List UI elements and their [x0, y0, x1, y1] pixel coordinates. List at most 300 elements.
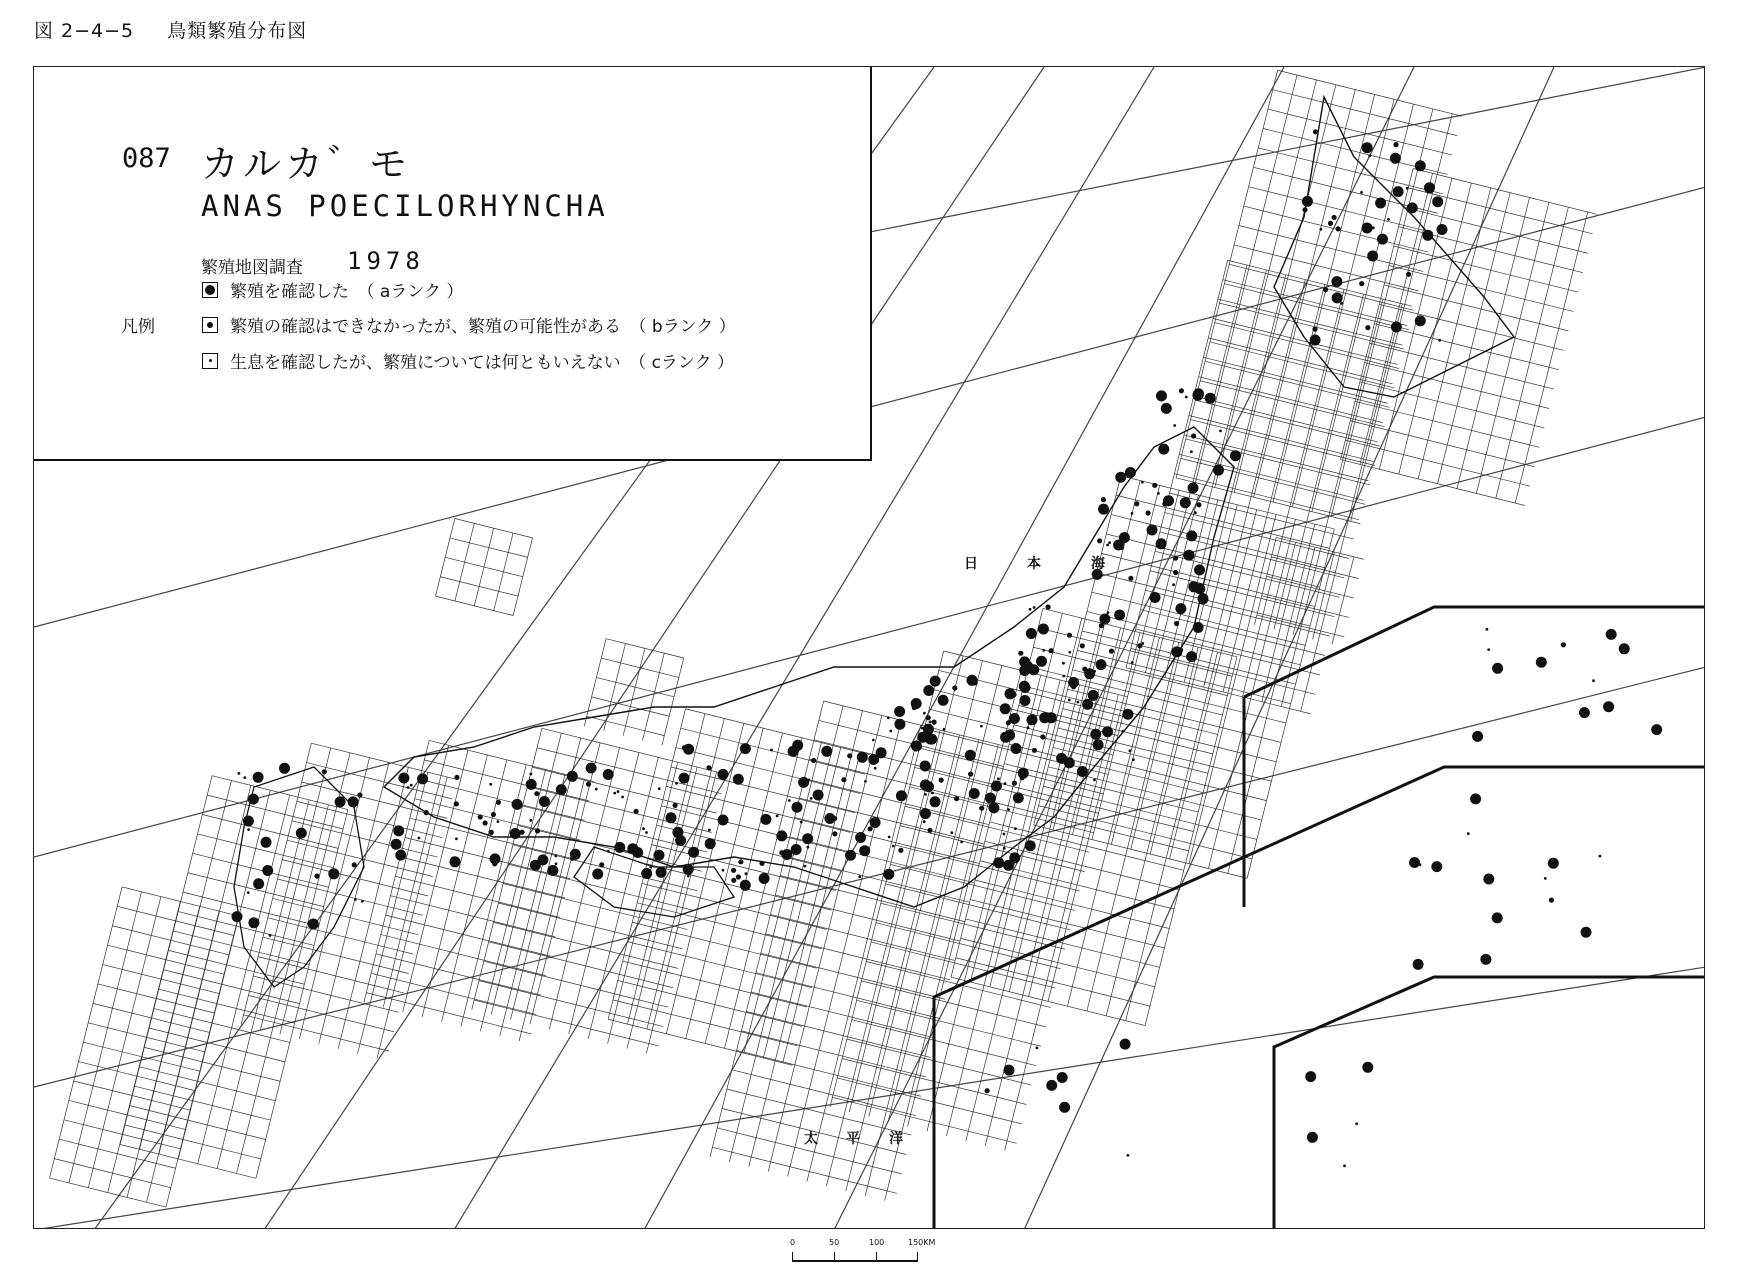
occurrence-dot-379 — [269, 934, 272, 937]
occurrence-dot-229 — [832, 831, 837, 836]
occurrence-dot-217 — [898, 848, 903, 853]
occurrence-dot-357 — [489, 830, 494, 835]
occurrence-dot-307 — [529, 819, 532, 822]
occurrence-dot-72 — [1180, 497, 1191, 508]
occurrence-dot-338 — [407, 786, 410, 789]
occurrence-dot-300 — [654, 850, 665, 861]
occurrence-dot-334 — [483, 820, 488, 825]
occurrence-dot-303 — [547, 865, 558, 876]
occurrence-dot-69 — [1134, 501, 1139, 506]
occurrence-dot-416 — [1057, 1072, 1068, 1083]
occurrence-dot-415 — [1036, 1047, 1039, 1050]
occurrence-dot-332 — [617, 790, 620, 793]
occurrence-dot-279 — [808, 779, 811, 782]
occurrence-dot-105 — [1049, 648, 1054, 653]
occurrence-dot-10 — [1393, 186, 1404, 197]
occurrence-dot-228 — [872, 739, 875, 742]
occurrence-dot-20 — [1432, 196, 1443, 207]
occurrence-dot-306 — [642, 827, 645, 830]
occurrence-dot-55 — [1196, 502, 1201, 507]
occurrence-dot-193 — [993, 857, 1004, 868]
occurrence-dot-86 — [1098, 504, 1109, 515]
occurrence-dot-267 — [788, 799, 791, 802]
occurrence-dot-172 — [980, 725, 983, 728]
occurrence-dot-293 — [554, 855, 557, 858]
legend-item-rank-c — [202, 348, 734, 373]
occurrence-dot-57 — [1190, 450, 1193, 453]
occurrence-dot-253 — [718, 815, 729, 826]
occurrence-dot-88 — [1119, 532, 1130, 543]
occurrence-dot-185 — [969, 788, 980, 799]
occurrence-dot-44 — [1205, 393, 1216, 404]
occurrence-dot-125 — [1062, 662, 1065, 665]
occurrence-dot-395 — [1549, 898, 1554, 903]
occurrence-dot-188 — [985, 793, 996, 804]
occurrence-dot-405 — [1470, 793, 1481, 804]
occurrence-dot-294 — [656, 867, 667, 878]
occurrence-dot-219 — [923, 820, 926, 823]
occurrence-dot-349 — [424, 810, 429, 815]
legend-text-rank-c: 生息を確認したが、繁殖については何ともいえない （ cランク ） — [230, 353, 734, 373]
occurrence-dot-73 — [1137, 643, 1142, 648]
occurrence-dot-406 — [1483, 874, 1494, 885]
occurrence-dot-128 — [1068, 651, 1071, 654]
occurrence-dot-13 — [1407, 202, 1418, 213]
occurrence-dot-208 — [847, 753, 852, 758]
occurrence-dot-317 — [634, 809, 639, 814]
occurrence-dot-160 — [1027, 726, 1030, 729]
occurrence-dot-316 — [658, 787, 661, 790]
occurrence-dot-312 — [613, 792, 616, 795]
occurrence-dot-31 — [1364, 146, 1367, 149]
occurrence-dot-370 — [238, 772, 241, 775]
occurrence-dot-170 — [1000, 703, 1011, 714]
occurrence-dot-4 — [1393, 142, 1398, 147]
occurrence-dot-290 — [683, 744, 694, 755]
occurrence-dot-255 — [718, 769, 729, 780]
occurrence-dot-236 — [925, 734, 936, 745]
occurrence-dot-327 — [539, 796, 550, 807]
occurrence-dot-80 — [1107, 611, 1110, 614]
occurrence-dot-95 — [1173, 570, 1178, 575]
occurrence-dot-333 — [449, 856, 460, 867]
occurrence-dot-207 — [923, 685, 934, 696]
occurrence-dot-254 — [683, 864, 694, 875]
occurrence-dot-358 — [352, 862, 357, 867]
scale-tick-100: 100 — [869, 1238, 885, 1247]
occurrence-dot-173 — [1003, 833, 1006, 836]
occurrence-dot-66 — [1163, 495, 1174, 506]
occurrence-dot-276 — [736, 874, 741, 879]
occurrence-dot-225 — [892, 845, 895, 848]
occurrence-dot-46 — [1152, 483, 1157, 488]
occurrence-dot-352 — [489, 783, 492, 786]
occurrence-dot-36 — [1391, 322, 1402, 333]
occurrence-dot-123 — [1026, 628, 1037, 639]
occurrence-dot-138 — [1011, 743, 1022, 754]
occurrence-dot-401 — [1413, 959, 1424, 970]
occurrence-dot-127 — [1093, 670, 1096, 673]
occurrence-dot-361 — [247, 891, 250, 894]
occurrence-dot-74 — [1101, 497, 1106, 502]
species-number: 087 — [122, 143, 171, 174]
occurrence-dot-335 — [491, 812, 496, 817]
occurrence-dot-258 — [706, 765, 711, 770]
legend-item-rank-b — [202, 312, 736, 337]
mesh-grid-block-11 — [120, 776, 348, 1179]
occurrence-dot-23 — [1332, 292, 1343, 303]
occurrence-dot-311 — [555, 862, 558, 865]
occurrence-dot-249 — [931, 792, 934, 795]
mesh-grid-block-0 — [1176, 70, 1462, 523]
occurrence-dot-365 — [328, 868, 339, 879]
occurrence-dot-60 — [1141, 481, 1144, 484]
occurrence-dot-252 — [888, 836, 891, 839]
survey-year: 1978 — [347, 247, 425, 275]
occurrence-dot-248 — [855, 832, 866, 843]
distribution-map — [33, 66, 1705, 1229]
occurrence-dot-266 — [687, 875, 690, 878]
species-name-kana: カルカ゛モ — [201, 142, 412, 186]
occurrence-dot-184 — [1009, 852, 1020, 863]
occurrence-dot-203 — [912, 705, 917, 710]
occurrence-dot-167 — [943, 728, 946, 731]
occurrence-dot-400 — [1581, 927, 1592, 938]
occurrence-dot-397 — [1548, 858, 1559, 869]
occurrence-dot-245 — [824, 813, 835, 824]
occurrence-dot-212 — [929, 721, 932, 724]
occurrence-dot-171 — [997, 777, 1000, 780]
occurrence-dot-374 — [247, 828, 250, 831]
legend-text-rank-b: 繁殖の確認はできなかったが、繁殖の可能性がある （ bランク ） — [230, 317, 736, 337]
graticule-line-10 — [1024, 67, 1554, 1229]
occurrence-dot-100 — [1186, 530, 1197, 541]
occurrence-dot-281 — [740, 743, 751, 754]
occurrence-dot-354 — [393, 825, 404, 836]
occurrence-dot-392 — [1536, 657, 1547, 668]
occurrence-dot-410 — [985, 1088, 990, 1093]
occurrence-dot-164 — [1025, 840, 1036, 851]
occurrence-dot-202 — [927, 828, 932, 833]
occurrence-dot-206 — [1000, 732, 1011, 743]
occurrence-dot-298 — [567, 771, 578, 782]
occurrence-dot-114 — [1077, 766, 1088, 777]
occurrence-dot-297 — [599, 862, 604, 867]
occurrence-dot-48 — [1213, 465, 1224, 476]
occurrence-dot-106 — [1080, 643, 1085, 648]
occurrence-dot-420 — [1305, 1071, 1316, 1082]
occurrence-dot-310 — [534, 791, 539, 796]
occurrence-dot-38 — [1313, 129, 1318, 134]
occurrence-dot-234 — [858, 875, 861, 878]
occurrence-dot-24 — [1340, 302, 1343, 305]
occurrence-dot-421 — [1343, 1164, 1346, 1167]
scale-tick-50: 50 — [829, 1238, 840, 1247]
occurrence-dot-360 — [253, 878, 264, 889]
occurrence-dot-385 — [1619, 643, 1630, 654]
occurrence-dot-287 — [731, 878, 736, 883]
occurrence-dot-313 — [614, 842, 625, 853]
occurrence-dot-136 — [1096, 659, 1107, 670]
mesh-grid-block-13 — [436, 519, 533, 616]
figure-number: 図 2−4−5 — [34, 20, 135, 42]
occurrence-dot-222 — [874, 767, 877, 770]
rank-c-symbol-icon — [202, 353, 218, 369]
occurrence-dot-289 — [804, 780, 807, 783]
occurrence-dot-263 — [705, 838, 716, 849]
occurrence-dot-256 — [745, 872, 748, 875]
occurrence-dot-322 — [603, 769, 614, 780]
occurrence-dot-117 — [1122, 709, 1133, 720]
figure-title: 鳥類繁殖分布図 — [167, 20, 308, 42]
legend-text-rank-a: 繁殖を確認した （ aランク ） — [230, 282, 464, 302]
occurrence-dot-194 — [924, 793, 927, 796]
occurrence-dot-52 — [1191, 433, 1196, 438]
rank-a-symbol-icon — [202, 282, 218, 298]
occurrence-dot-318 — [570, 856, 575, 861]
mesh-grid-block-12 — [49, 887, 238, 1207]
occurrence-dot-168 — [1023, 662, 1034, 673]
occurrence-dot-412 — [1120, 1039, 1131, 1050]
occurrence-dot-411 — [1059, 1102, 1070, 1113]
occurrence-dot-231 — [845, 850, 856, 861]
occurrence-dot-30 — [1302, 207, 1307, 212]
occurrence-dot-12 — [1375, 198, 1386, 209]
occurrence-dot-187 — [967, 675, 978, 686]
occurrence-dot-371 — [296, 828, 307, 839]
occurrence-dot-67 — [1147, 525, 1158, 536]
occurrence-dot-418 — [1307, 1132, 1318, 1143]
pacific-label-1: 太 — [804, 1131, 819, 1147]
occurrence-dot-409 — [1004, 1065, 1015, 1076]
occurrence-dot-201 — [920, 808, 931, 819]
occurrence-dot-132 — [1102, 726, 1113, 737]
legend-item-rank-a — [202, 277, 463, 302]
occurrence-dot-367 — [348, 796, 359, 807]
occurrence-dot-134 — [1099, 614, 1110, 625]
occurrence-dot-196 — [1006, 720, 1011, 725]
occurrence-dot-120 — [1018, 651, 1023, 656]
occurrence-dot-104 — [1067, 633, 1072, 638]
occurrence-dot-214 — [870, 817, 881, 828]
occurrence-dot-396 — [1480, 954, 1491, 965]
occurrence-dot-163 — [1004, 782, 1007, 785]
occurrence-dot-285 — [800, 821, 803, 824]
occurrence-dot-377 — [253, 772, 264, 783]
graticule-line-4 — [34, 967, 1705, 1229]
occurrence-dot-78 — [1188, 483, 1199, 494]
occurrence-dot-280 — [679, 773, 690, 784]
survey-label: 繁殖地図調査 — [201, 258, 303, 278]
occurrence-dot-126 — [1068, 699, 1071, 702]
occurrence-dot-372 — [261, 837, 272, 848]
occurrence-dot-16 — [1387, 218, 1390, 221]
occurrence-dot-417 — [1362, 1062, 1373, 1073]
occurrence-dot-119 — [1038, 624, 1049, 635]
occurrence-dot-388 — [1561, 642, 1566, 647]
occurrence-dot-213 — [798, 777, 809, 788]
occurrence-dot-241 — [857, 752, 868, 763]
occurrence-dot-325 — [592, 869, 603, 880]
scale-bar — [790, 1238, 950, 1278]
occurrence-dot-250 — [921, 727, 924, 730]
occurrence-dot-1 — [1336, 226, 1341, 231]
occurrence-dot-35 — [1323, 287, 1328, 292]
occurrence-dot-344 — [454, 775, 459, 780]
occurrence-dot-384 — [1651, 724, 1662, 735]
inset-border-ogasawara — [1274, 977, 1705, 1229]
occurrence-dot-0 — [1367, 251, 1378, 262]
occurrence-dot-147 — [1019, 695, 1030, 706]
occurrence-dot-158 — [920, 761, 931, 772]
inset-border-kuril — [1244, 607, 1705, 697]
occurrence-dot-288 — [788, 746, 799, 757]
occurrence-dot-329 — [595, 788, 598, 791]
rank-b-symbol-icon — [202, 317, 218, 333]
occurrence-dot-85 — [1193, 622, 1204, 633]
occurrence-dot-76 — [1125, 467, 1136, 478]
legend-heading: 凡例 — [121, 317, 155, 337]
occurrence-dot-97 — [1108, 541, 1111, 544]
occurrence-dot-224 — [811, 758, 816, 763]
occurrence-dot-364 — [232, 911, 243, 922]
occurrence-dot-251 — [887, 716, 890, 719]
occurrence-dot-9 — [1328, 221, 1333, 226]
occurrence-dot-169 — [950, 831, 953, 834]
occurrence-dot-199 — [1014, 827, 1017, 830]
occurrence-dot-205 — [1020, 775, 1025, 780]
occurrence-dot-195 — [1027, 714, 1038, 725]
occurrence-dot-257 — [673, 803, 678, 808]
occurrence-dot-273 — [804, 865, 807, 868]
occurrence-dot-17 — [1390, 153, 1401, 164]
occurrence-dot-337 — [395, 850, 406, 861]
occurrence-dot-247 — [923, 781, 934, 792]
occurrence-dot-33 — [1368, 154, 1371, 157]
occurrence-dot-19 — [1359, 281, 1364, 286]
occurrence-dot-350 — [490, 853, 501, 864]
occurrence-dot-235 — [923, 712, 926, 715]
occurrence-dot-283 — [675, 835, 686, 846]
occurrence-dot-242 — [896, 790, 907, 801]
occurrence-dot-343 — [418, 837, 421, 840]
occurrence-dot-151 — [1056, 753, 1067, 764]
pacific-label-3: 洋 — [889, 1131, 904, 1147]
occurrence-dot-51 — [1179, 388, 1184, 393]
occurrence-dot-157 — [926, 715, 931, 720]
occurrence-dot-268 — [733, 774, 744, 785]
occurrence-dot-368 — [248, 917, 259, 928]
occurrence-dot-65 — [1198, 593, 1209, 604]
occurrence-dot-340 — [410, 784, 413, 787]
occurrence-dot-226 — [889, 730, 892, 733]
occurrence-dot-152 — [1029, 608, 1032, 611]
occurrence-dot-112 — [1033, 606, 1036, 609]
occurrence-dot-121 — [1077, 701, 1080, 704]
occurrence-dot-150 — [1040, 734, 1045, 739]
occurrence-dot-408 — [1492, 912, 1503, 923]
occurrence-dot-244 — [821, 746, 832, 757]
occurrence-dot-301 — [586, 782, 591, 787]
occurrence-dot-145 — [1082, 667, 1087, 672]
occurrence-dot-148 — [1012, 781, 1017, 786]
occurrence-dot-180 — [952, 685, 957, 690]
occurrence-dot-233 — [813, 790, 824, 801]
occurrence-dot-305 — [621, 796, 624, 799]
occurrence-dot-45 — [1158, 444, 1169, 455]
occurrence-dot-362 — [243, 816, 254, 827]
scale-tick-0: 0 — [790, 1238, 796, 1247]
occurrence-dot-347 — [391, 839, 402, 850]
occurrence-dot-5 — [1331, 276, 1342, 287]
occurrence-dot-50 — [1156, 390, 1167, 401]
occurrence-dot-56 — [1194, 511, 1197, 514]
japan-sea-label-2: 本 — [1027, 556, 1042, 572]
occurrence-dot-3 — [1360, 191, 1363, 194]
occurrence-dot-383 — [1603, 701, 1614, 712]
occurrence-dot-380 — [361, 900, 364, 903]
occurrence-dot-42 — [1173, 424, 1176, 427]
occurrence-dot-149 — [1042, 649, 1045, 652]
occurrence-dot-62 — [1174, 621, 1179, 626]
legend-box — [34, 67, 872, 461]
occurrence-dot-369 — [279, 763, 290, 774]
occurrence-dot-156 — [939, 778, 944, 783]
occurrence-dot-41 — [1192, 390, 1203, 401]
occurrence-dot-189 — [1007, 808, 1010, 811]
occurrence-dot-386 — [1606, 629, 1617, 640]
occurrence-dot-230 — [807, 846, 810, 849]
occurrence-dot-47 — [1219, 430, 1222, 433]
occurrence-dot-102 — [1131, 661, 1134, 664]
occurrence-dot-341 — [510, 828, 521, 839]
occurrence-dot-37 — [1415, 160, 1426, 171]
occurrence-dot-27 — [1302, 196, 1313, 207]
occurrence-dot-359 — [354, 898, 357, 901]
occurrence-dot-89 — [1109, 649, 1114, 654]
occurrence-dot-2 — [1312, 327, 1317, 332]
occurrence-dot-373 — [314, 874, 319, 879]
japan-sea-label-3: 海 — [1091, 556, 1106, 572]
occurrence-dot-269 — [731, 868, 736, 873]
occurrence-dot-111 — [1093, 779, 1096, 782]
occurrence-dot-355 — [417, 773, 428, 784]
occurrence-dot-265 — [792, 802, 803, 813]
occurrence-dot-284 — [810, 797, 813, 800]
occurrence-dot-260 — [759, 873, 770, 884]
occurrence-dot-271 — [675, 782, 678, 785]
occurrence-dot-39 — [1415, 315, 1426, 326]
occurrence-dot-28 — [1332, 215, 1337, 220]
occurrence-dot-190 — [954, 796, 959, 801]
occurrence-dot-375 — [243, 776, 246, 779]
occurrence-dot-363 — [308, 919, 319, 930]
occurrence-dot-200 — [968, 772, 973, 777]
species-name-latin: ANAS POECILORHYNCHA — [201, 189, 609, 223]
occurrence-dot-161 — [988, 802, 999, 813]
occurrence-dot-336 — [398, 773, 409, 784]
occurrence-dot-309 — [649, 866, 652, 869]
occurrence-dot-25 — [1438, 339, 1441, 342]
occurrence-dot-144 — [1032, 748, 1037, 753]
occurrence-dot-174 — [991, 781, 1002, 792]
occurrence-dot-84 — [1186, 651, 1197, 662]
occurrence-dot-404 — [1544, 877, 1547, 880]
pacific-label-2: 平 — [846, 1131, 861, 1147]
occurrence-dot-64 — [1097, 538, 1102, 543]
occurrence-dot-378 — [248, 794, 259, 805]
occurrence-dot-394 — [1486, 628, 1489, 631]
